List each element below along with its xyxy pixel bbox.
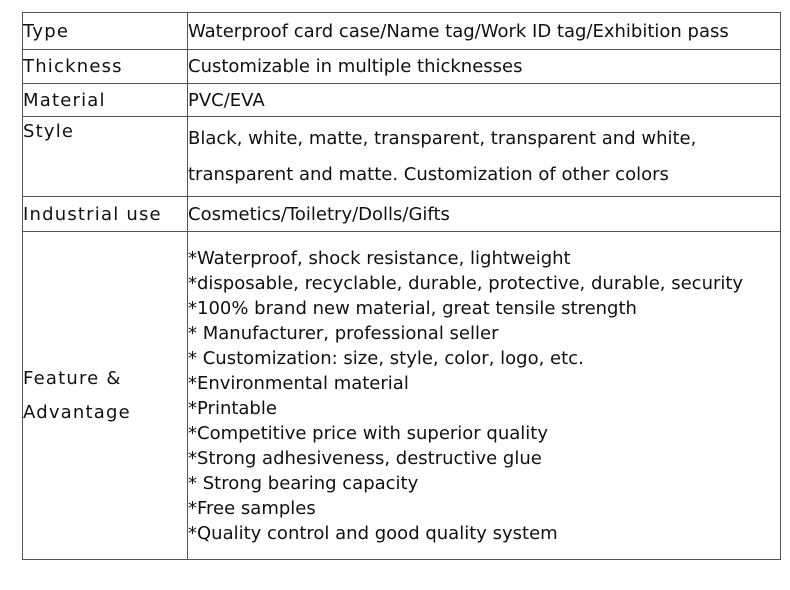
feature-value [188, 232, 781, 560]
feature-item: *Quality control and good quality system [188, 522, 558, 544]
feature-list [188, 246, 780, 546]
feature-label [23, 232, 188, 560]
feature-item: *Competitive price with superior quality [188, 422, 549, 444]
feature-item: * Strong bearing capacity [188, 472, 419, 494]
material-label: Material [23, 84, 188, 117]
thickness-label: Thickness [23, 50, 188, 84]
type-value: Waterproof card case/Name tag/Work ID tag/Exhibition pass [188, 13, 781, 50]
industrial-use-label: Industrial use [23, 197, 188, 232]
feature-label-line-1: Feature & [23, 367, 122, 389]
feature-item: *disposable, recyclable, durable, protective, durable, security [188, 272, 744, 294]
feature-item: * Customization: size, style, color, logo, etc. [188, 347, 584, 369]
feature-item: *Waterproof, shock resistance, lightweight [188, 247, 571, 269]
thickness-value: Customizable in multiple thicknesses [188, 50, 781, 84]
material-value: PVC/EVA [188, 84, 781, 117]
spec-table [22, 12, 781, 560]
feature-item: *Strong adhesiveness, destructive glue [188, 447, 542, 469]
feature-item: * Manufacturer, professional seller [188, 322, 499, 344]
row-style [23, 117, 781, 197]
row-industrial-use [23, 197, 781, 232]
row-type [23, 13, 781, 50]
style-line-1: Black, white, matte, transparent, transparent and white, [188, 127, 697, 149]
feature-item: *Printable [188, 397, 277, 419]
style-label: Style [23, 117, 188, 197]
row-feature [23, 232, 781, 560]
feature-label-line-2: Advantage [23, 401, 131, 423]
style-line-2: transparent and matte. Customization of other colors [188, 163, 669, 185]
style-value [188, 117, 781, 197]
type-label: Type [23, 13, 188, 50]
feature-item: *100% brand new material, great tensile strength [188, 297, 637, 319]
feature-item: *Environmental material [188, 372, 409, 394]
feature-item: *Free samples [188, 497, 316, 519]
row-material [23, 84, 781, 117]
industrial-use-value: Cosmetics/Toiletry/Dolls/Gifts [188, 197, 781, 232]
row-thickness [23, 50, 781, 84]
